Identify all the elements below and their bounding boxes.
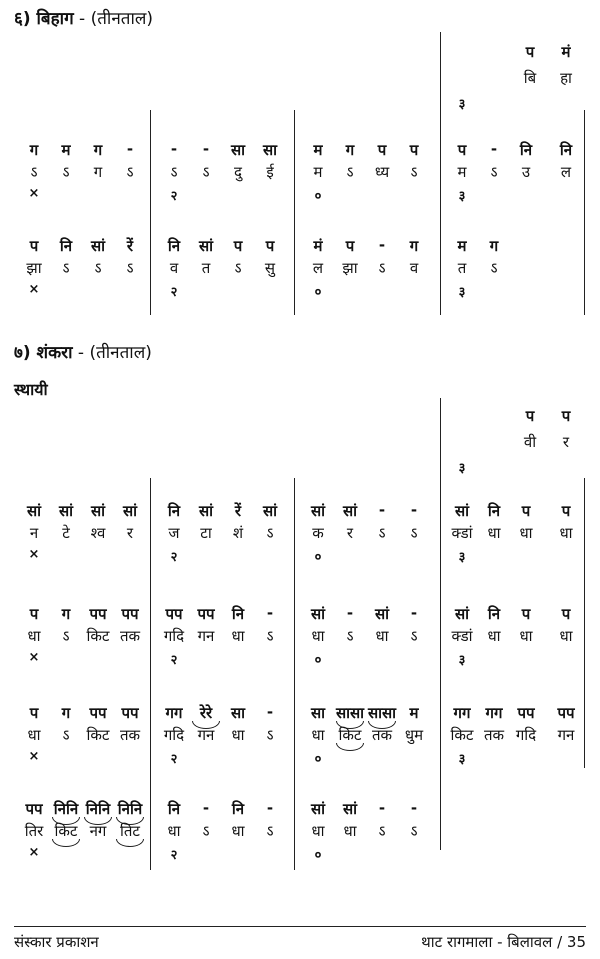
syllable: ऽ xyxy=(234,259,242,277)
swara: ग xyxy=(409,237,419,255)
tala-marker: ० xyxy=(314,285,322,300)
swara: पप xyxy=(25,800,43,818)
syllable: त xyxy=(201,259,211,277)
syllable: क्डां xyxy=(451,627,473,645)
syllable: गदि xyxy=(163,627,185,645)
swara: नि xyxy=(559,141,573,159)
syllable: क्डां xyxy=(451,524,473,542)
kan-arc xyxy=(336,743,364,751)
swara: पप xyxy=(517,704,535,722)
swara: म xyxy=(313,141,323,159)
swara: सां xyxy=(198,502,214,520)
syllable: ऽ xyxy=(170,163,178,181)
tala-marker: २ xyxy=(170,848,178,863)
swara: निनि xyxy=(85,800,111,818)
syllable: गदि xyxy=(515,726,537,744)
swara: म xyxy=(457,237,467,255)
raga-name: ७) शंकरा xyxy=(14,343,73,363)
syllable: ऽ xyxy=(202,822,210,840)
swara: नि xyxy=(519,141,533,159)
swara: सा xyxy=(310,704,326,722)
swara: सा xyxy=(230,704,246,722)
swara: नि xyxy=(167,502,181,520)
kan-arc xyxy=(52,839,80,847)
page-info: थाट रागमाला - बिलावल / 35 xyxy=(421,933,586,951)
swara: - xyxy=(202,799,210,817)
syllable: धुम xyxy=(404,726,424,744)
syllable: ल xyxy=(312,259,324,277)
syllable: ग xyxy=(93,163,103,181)
syllable: तक xyxy=(483,726,505,744)
swara: प xyxy=(561,502,571,520)
syllable: नग xyxy=(89,822,107,840)
syllable: शं xyxy=(232,524,244,542)
swara: प xyxy=(345,237,355,255)
swara: पप xyxy=(121,704,139,722)
swara: नि xyxy=(231,800,245,818)
swara: नि xyxy=(167,237,181,255)
syllable: क xyxy=(312,524,324,542)
syllable: झा xyxy=(342,259,358,277)
syllable: गन xyxy=(197,726,215,744)
vibhag-divider xyxy=(150,110,151,315)
tala-marker: × xyxy=(28,282,40,297)
syllable: व xyxy=(169,259,179,277)
syllable: धा xyxy=(27,627,41,645)
swara: नि xyxy=(487,502,501,520)
syllable: गन xyxy=(557,726,575,744)
swara: सां xyxy=(342,502,358,520)
syllable: ऽ xyxy=(346,627,354,645)
swara: रेरे xyxy=(199,704,213,722)
syllable: धा xyxy=(311,627,325,645)
syllable: ई xyxy=(266,163,274,181)
syllable: न xyxy=(29,524,39,542)
tala-marker: २ xyxy=(170,550,178,565)
swara: मं xyxy=(313,237,323,255)
tala-marker: × xyxy=(28,186,40,201)
syllable: दु xyxy=(234,163,242,181)
syllable: धा xyxy=(559,524,573,542)
swara: - xyxy=(378,799,386,817)
swara: सां xyxy=(342,800,358,818)
syllable: ऽ xyxy=(266,726,274,744)
swara: रें xyxy=(234,502,242,520)
swara: गग xyxy=(453,704,471,722)
syllable: धा xyxy=(519,524,533,542)
raga-name: ६) बिहाग xyxy=(14,9,74,29)
syllable: ऽ xyxy=(62,726,70,744)
syllable: धा xyxy=(519,627,533,645)
syllable: तक xyxy=(119,627,141,645)
syllable: धा xyxy=(487,627,501,645)
title-dash: - xyxy=(72,343,90,363)
vibhag-divider xyxy=(440,398,441,850)
syllable: वी xyxy=(523,433,537,451)
vibhag-divider xyxy=(584,110,585,315)
swara: रें xyxy=(126,237,134,255)
vibhag-divider xyxy=(150,478,151,870)
swara: प xyxy=(377,141,387,159)
swara: - xyxy=(378,236,386,254)
syllable: ऽ xyxy=(62,627,70,645)
swara: - xyxy=(266,703,274,721)
syllable: किट xyxy=(338,726,362,744)
syllable: ऽ xyxy=(410,627,418,645)
syllable: म xyxy=(457,163,467,181)
section-7-title xyxy=(14,340,152,363)
swara: - xyxy=(266,604,274,622)
tala-marker: २ xyxy=(170,653,178,668)
syllable: उ xyxy=(521,163,531,181)
swara: पप xyxy=(557,704,575,722)
tala-name: (तीनताल) xyxy=(89,343,152,363)
syllable: ऽ xyxy=(410,524,418,542)
swara: सां xyxy=(26,502,42,520)
syllable: धा xyxy=(231,627,245,645)
syllable: तिट xyxy=(120,822,140,840)
syllable: गदि xyxy=(163,726,185,744)
swara: - xyxy=(346,604,354,622)
tala-marker: × xyxy=(28,845,40,860)
swara: सां xyxy=(310,605,326,623)
tala-marker: ३ xyxy=(458,97,466,112)
syllable: किट xyxy=(450,726,474,744)
syllable: ऽ xyxy=(126,163,134,181)
tala-marker: ० xyxy=(314,653,322,668)
syllable: र xyxy=(346,524,354,542)
syllable: धा xyxy=(311,822,325,840)
syllable: ऽ xyxy=(410,822,418,840)
swara: सां xyxy=(90,237,106,255)
swara: सां xyxy=(310,800,326,818)
syllable: सु xyxy=(264,259,276,277)
swara: प xyxy=(29,605,39,623)
syllable: ऽ xyxy=(490,259,498,277)
syllable: त xyxy=(457,259,467,277)
syllable: धा xyxy=(343,822,357,840)
swara: प xyxy=(525,407,535,425)
tala-marker: ३ xyxy=(458,461,466,476)
section-6-title xyxy=(14,6,153,29)
syllable: ऽ xyxy=(490,163,498,181)
tala-marker: ३ xyxy=(458,285,466,300)
swara: सां xyxy=(122,502,138,520)
swara: पप xyxy=(121,605,139,623)
vibhag-divider xyxy=(294,110,295,315)
syllable: ध्य xyxy=(374,163,390,181)
syllable: धा xyxy=(231,726,245,744)
tala-marker: ० xyxy=(314,752,322,767)
swara: नि xyxy=(487,605,501,623)
syllable: तक xyxy=(119,726,141,744)
kan-arc xyxy=(116,839,144,847)
swara: ग xyxy=(61,704,71,722)
syllable: ऽ xyxy=(202,163,210,181)
swara: - xyxy=(126,140,134,158)
swara: निनि xyxy=(117,800,143,818)
swara: सा xyxy=(262,141,278,159)
syllable: बि xyxy=(523,69,537,87)
vibhag-divider xyxy=(294,478,295,870)
tala-marker: ० xyxy=(314,189,322,204)
swara: गग xyxy=(485,704,503,722)
syllable: ऽ xyxy=(266,822,274,840)
syllable: तक xyxy=(371,726,393,744)
swara: ग xyxy=(489,237,499,255)
syllable: किट xyxy=(86,726,110,744)
tala-name: (तीनताल) xyxy=(90,9,154,29)
swara: सा xyxy=(230,141,246,159)
swara: - xyxy=(266,799,274,817)
swara: नि xyxy=(59,237,73,255)
swara: प xyxy=(409,141,419,159)
syllable: ऽ xyxy=(266,524,274,542)
swara: ग xyxy=(93,141,103,159)
tala-marker: ० xyxy=(314,848,322,863)
tala-marker: × xyxy=(28,547,40,562)
syllable: धा xyxy=(231,822,245,840)
swara: - xyxy=(410,604,418,622)
syllable: टा xyxy=(200,524,212,542)
syllable: तिर xyxy=(24,822,44,840)
syllable: ऽ xyxy=(266,627,274,645)
swara: नि xyxy=(167,800,181,818)
syllable: धा xyxy=(487,524,501,542)
syllable: व xyxy=(409,259,419,277)
syllable: हा xyxy=(560,69,572,87)
syllable: श्व xyxy=(90,524,106,542)
swara: सां xyxy=(374,605,390,623)
swara: सासा xyxy=(335,704,365,722)
swara: प xyxy=(521,605,531,623)
syllable: ज xyxy=(168,524,180,542)
syllable: ऽ xyxy=(62,259,70,277)
swara: सां xyxy=(454,502,470,520)
syllable: किट xyxy=(54,822,78,840)
sthayi-heading: स्थायी xyxy=(14,380,48,399)
syllable: ऽ xyxy=(378,524,386,542)
swara: प xyxy=(561,407,571,425)
syllable: धा xyxy=(167,822,181,840)
syllable: किट xyxy=(86,627,110,645)
swara: सां xyxy=(58,502,74,520)
syllable: ऽ xyxy=(62,163,70,181)
syllable: ऽ xyxy=(410,163,418,181)
syllable: टे xyxy=(62,524,70,542)
tala-marker: × xyxy=(28,749,40,764)
swara: म xyxy=(61,141,71,159)
tala-marker: २ xyxy=(170,285,178,300)
footer-divider xyxy=(14,926,586,927)
syllable: ल xyxy=(560,163,572,181)
syllable: धा xyxy=(559,627,573,645)
syllable: र xyxy=(126,524,134,542)
syllable: ऽ xyxy=(378,259,386,277)
swara: प xyxy=(233,237,243,255)
swara: प xyxy=(29,237,39,255)
swara: पप xyxy=(89,704,107,722)
swara: सां xyxy=(262,502,278,520)
swara: - xyxy=(410,799,418,817)
syllable: ऽ xyxy=(126,259,134,277)
vibhag-divider xyxy=(440,32,441,315)
swara: - xyxy=(170,140,178,158)
swara: पप xyxy=(197,605,215,623)
publisher-name: संस्कार प्रकाशन xyxy=(14,933,99,951)
swara: सां xyxy=(454,605,470,623)
syllable: धा xyxy=(375,627,389,645)
swara: सां xyxy=(90,502,106,520)
swara: पप xyxy=(165,605,183,623)
swara: ग xyxy=(345,141,355,159)
swara: प xyxy=(561,605,571,623)
swara: म xyxy=(409,704,419,722)
swara: - xyxy=(490,140,498,158)
swara: - xyxy=(202,140,210,158)
syllable: र xyxy=(562,433,570,451)
swara: नि xyxy=(231,605,245,623)
syllable: म xyxy=(313,163,323,181)
syllable: गन xyxy=(197,627,215,645)
swara: - xyxy=(378,501,386,519)
swara: प xyxy=(29,704,39,722)
tala-marker: ३ xyxy=(458,189,466,204)
syllable: ऽ xyxy=(30,163,38,181)
tala-marker: २ xyxy=(170,752,178,767)
syllable: ऽ xyxy=(378,822,386,840)
swara: सां xyxy=(310,502,326,520)
swara: गग xyxy=(165,704,183,722)
swara: - xyxy=(410,501,418,519)
swara: प xyxy=(521,502,531,520)
syllable: ऽ xyxy=(346,163,354,181)
swara: ग xyxy=(29,141,39,159)
syllable: धा xyxy=(311,726,325,744)
swara: सां xyxy=(198,237,214,255)
swara: सासा xyxy=(367,704,397,722)
swara: मं xyxy=(561,43,571,61)
title-dash: - xyxy=(73,9,91,29)
swara: निनि xyxy=(53,800,79,818)
syllable: धा xyxy=(27,726,41,744)
tala-marker: ३ xyxy=(458,653,466,668)
tala-marker: ३ xyxy=(458,550,466,565)
swara: ग xyxy=(61,605,71,623)
syllable: ऽ xyxy=(94,259,102,277)
swara: पप xyxy=(89,605,107,623)
tala-marker: × xyxy=(28,650,40,665)
swara: प xyxy=(525,43,535,61)
swara: प xyxy=(457,141,467,159)
tala-marker: ० xyxy=(314,550,322,565)
tala-marker: २ xyxy=(170,189,178,204)
syllable: झा xyxy=(26,259,42,277)
vibhag-divider xyxy=(584,478,585,768)
tala-marker: ३ xyxy=(458,752,466,767)
swara: प xyxy=(265,237,275,255)
